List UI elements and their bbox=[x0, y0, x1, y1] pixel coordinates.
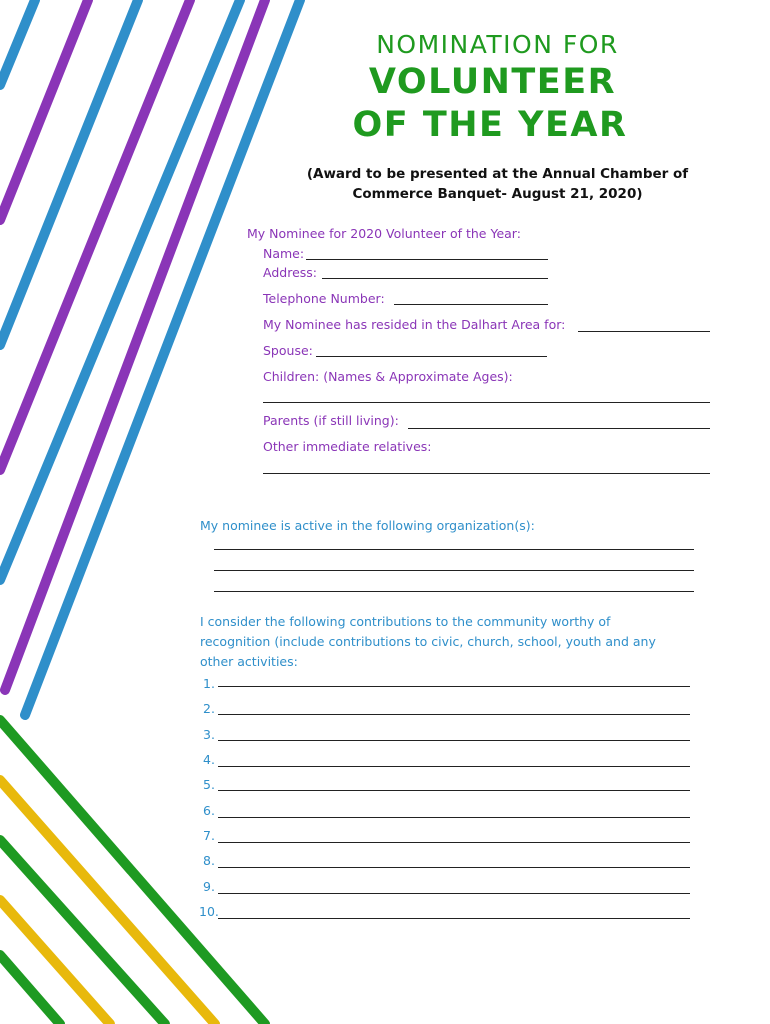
contribution-number: 9. bbox=[203, 879, 215, 894]
contribution-number: 5. bbox=[203, 777, 215, 792]
contributions-text-1: I consider the following contributions to the community worthy of bbox=[200, 614, 611, 629]
spouse-label: Spouse: bbox=[263, 343, 313, 358]
children-label: Children: (Names & Approximate Ages): bbox=[263, 369, 513, 384]
telephone-field[interactable] bbox=[394, 304, 548, 305]
contributions-text-2: recognition (include contributions to civic, church, school, youth and any bbox=[200, 634, 656, 649]
contribution-number: 1. bbox=[203, 676, 215, 691]
contribution-field-10[interactable] bbox=[218, 918, 690, 919]
contribution-field-1[interactable] bbox=[218, 686, 690, 687]
title-line-2: VOLUNTEER bbox=[368, 62, 617, 102]
parents-label: Parents (if still living): bbox=[263, 413, 399, 428]
contribution-field-3[interactable] bbox=[218, 740, 690, 741]
address-label: Address: bbox=[263, 265, 317, 280]
title-line-3: OF THE YEAR bbox=[352, 105, 628, 145]
parents-field[interactable] bbox=[408, 428, 710, 429]
address-field[interactable] bbox=[322, 278, 548, 279]
organization-field-3[interactable] bbox=[214, 591, 694, 592]
subtitle-line-1: (Award to be presented at the Annual Chamber of bbox=[306, 166, 689, 182]
contribution-field-8[interactable] bbox=[218, 867, 690, 868]
contribution-number: 3. bbox=[203, 727, 215, 742]
contribution-field-4[interactable] bbox=[218, 766, 690, 767]
contribution-number: 10. bbox=[199, 904, 219, 919]
contribution-number: 2. bbox=[203, 701, 215, 716]
nominee-heading: My Nominee for 2020 Volunteer of the Year: bbox=[247, 226, 521, 241]
name-field[interactable] bbox=[306, 259, 548, 260]
telephone-label: Telephone Number: bbox=[263, 291, 385, 306]
contribution-number: 7. bbox=[203, 828, 215, 843]
contribution-field-2[interactable] bbox=[218, 714, 690, 715]
contribution-number: 8. bbox=[203, 853, 215, 868]
contribution-field-5[interactable] bbox=[218, 790, 690, 791]
relatives-label: Other immediate relatives: bbox=[263, 439, 432, 454]
contributions-text-3: other activities: bbox=[200, 654, 298, 669]
contribution-field-6[interactable] bbox=[218, 817, 690, 818]
stripe-yellow bbox=[0, 900, 110, 1024]
resided-label: My Nominee has resided in the Dalhart Area for: bbox=[263, 317, 566, 332]
subtitle-line-2: Commerce Banquet- August 21, 2020) bbox=[352, 186, 643, 202]
contribution-number: 6. bbox=[203, 803, 215, 818]
contribution-number: 4. bbox=[203, 752, 215, 767]
organization-field-2[interactable] bbox=[214, 570, 694, 571]
stripe-green bbox=[0, 955, 60, 1024]
children-field[interactable] bbox=[263, 402, 710, 403]
contribution-field-9[interactable] bbox=[218, 893, 690, 894]
resided-field[interactable] bbox=[578, 331, 710, 332]
spouse-field[interactable] bbox=[316, 356, 547, 357]
relatives-field[interactable] bbox=[263, 473, 710, 474]
organization-field-1[interactable] bbox=[214, 549, 694, 550]
contribution-field-7[interactable] bbox=[218, 842, 690, 843]
title-line-1: NOMINATION FOR bbox=[376, 30, 619, 59]
organizations-heading: My nominee is active in the following organization(s): bbox=[200, 518, 535, 533]
name-label: Name: bbox=[263, 246, 305, 261]
